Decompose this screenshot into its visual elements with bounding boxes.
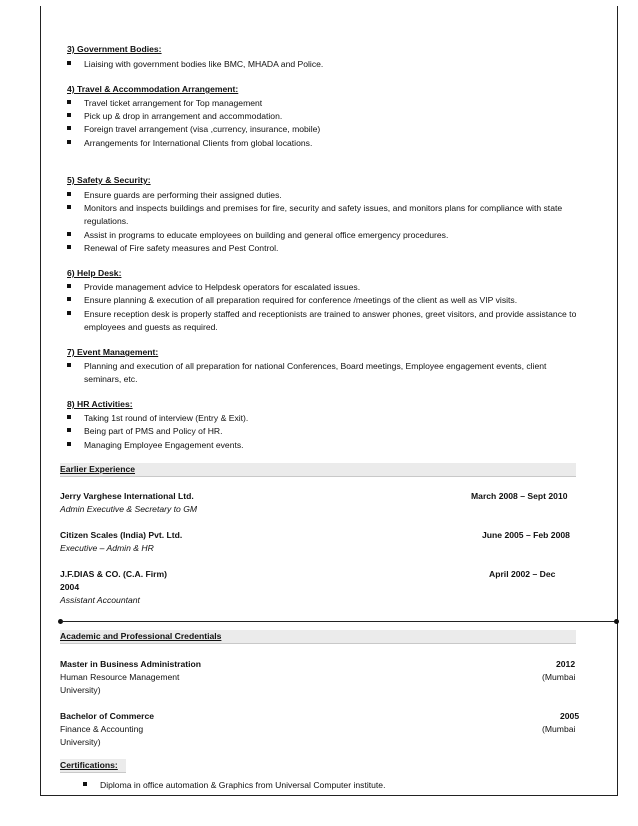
earlier-experience-heading: Earlier Experience — [60, 463, 576, 477]
degree-year: 2005 — [560, 711, 580, 721]
degree-university: (Mumbai — [542, 672, 576, 682]
divider-line — [61, 621, 617, 622]
section-heading-help-desk: 6) Help Desk: — [67, 268, 122, 278]
job-dates: March 2008 – Sept 2010 — [471, 491, 568, 501]
job-dates: April 2002 – Dec — [489, 569, 556, 579]
section-heading-hr-activities: 8) HR Activities: — [67, 399, 133, 409]
degree-field: Human Resource Management — [60, 672, 180, 682]
section-heading-safety: 5) Safety & Security: — [67, 175, 151, 185]
degree-name: Bachelor of Commerce — [60, 711, 155, 721]
job-company: J.F.DIAS & CO. (C.A. Firm) — [60, 569, 167, 579]
degree-university: (Mumbai — [542, 724, 576, 734]
job-role: Admin Executive & Secretary to GM — [60, 504, 198, 514]
certifications-heading: Certifications: — [60, 759, 126, 773]
list-item: Monitors and inspects buildings and premises for fire, security and safety issues, and monitors plans for compliance with state regulations. — [67, 202, 587, 229]
job-role: Executive – Admin & HR — [60, 543, 154, 553]
job-company: Jerry Varghese International Ltd. — [60, 491, 194, 501]
degree-year: 2012 — [556, 659, 576, 669]
section-heading-event-management: 7) Event Management: — [67, 347, 159, 357]
degree-university-continued: University) — [60, 737, 101, 747]
section-heading-government-bodies: 3) Government Bodies: — [67, 44, 162, 54]
degree-field: Finance & Accounting — [60, 724, 144, 734]
list-item: Ensure reception desk is properly staffed and receptionists are trained to answer phones, greet visitors, and provide assistance to employees and guests as required. — [67, 308, 587, 335]
degree-university-continued: University) — [60, 685, 101, 695]
job-dates: June 2005 – Feb 2008 — [482, 530, 570, 540]
list-item: Planning and execution of all preparation for national Conferences, Board meetings, Employee engagement events, client seminars, etc. — [67, 360, 587, 387]
divider-dot-right — [614, 619, 619, 624]
job-company: Citizen Scales (India) Pvt. Ltd. — [60, 530, 183, 540]
job-dates-continued: 2004 — [60, 582, 80, 592]
credentials-heading: Academic and Professional Credentials — [60, 630, 576, 644]
section-heading-travel: 4) Travel & Accommodation Arrangement: — [67, 84, 239, 94]
job-role: Assistant Accountant — [60, 595, 140, 605]
degree-name: Master in Business Administration — [60, 659, 202, 669]
